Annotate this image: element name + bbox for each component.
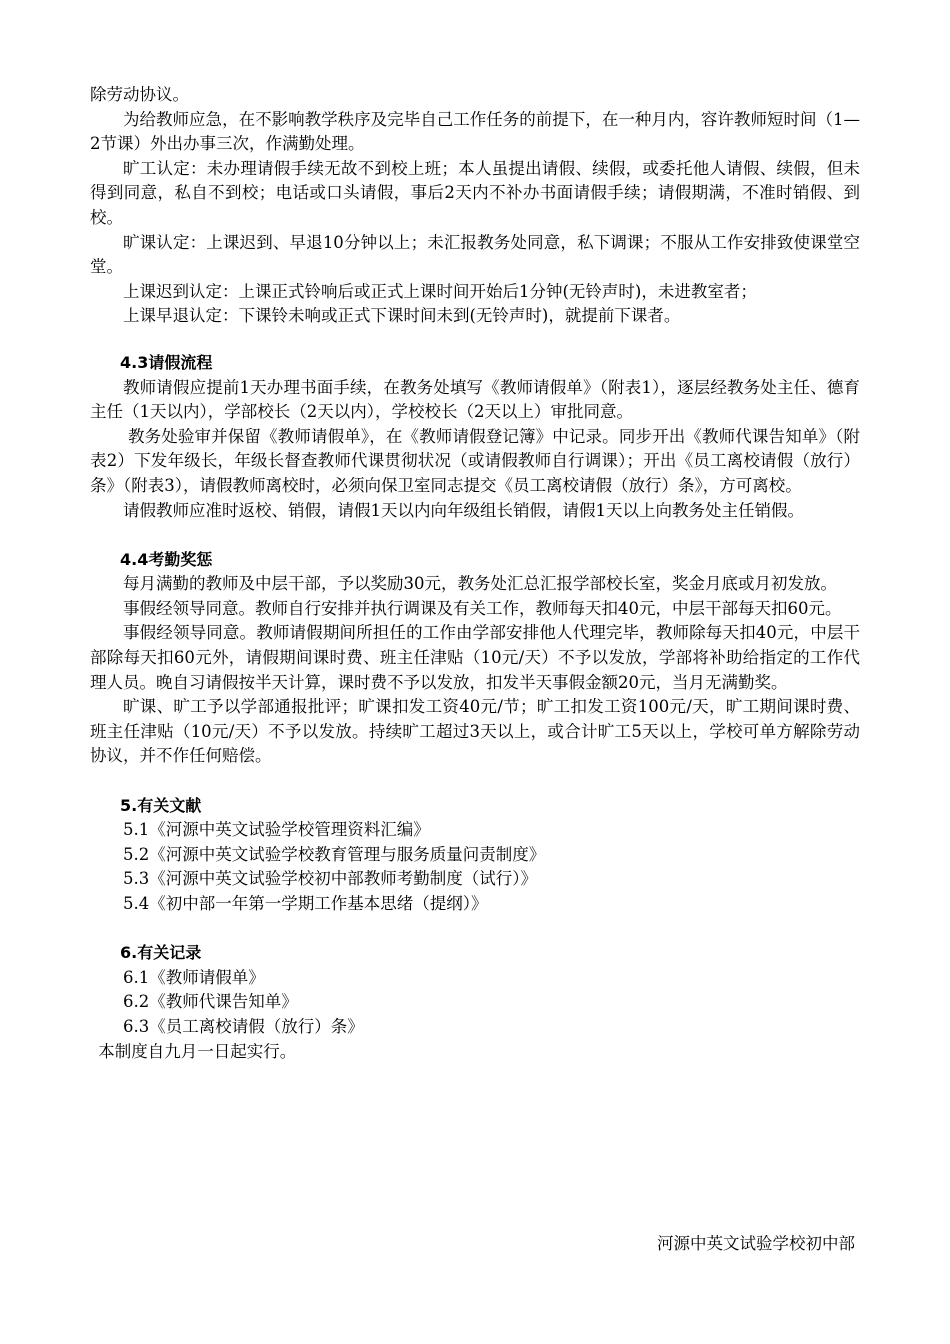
paragraph-class-absence-definition: 旷课认定：上课迟到、早退10分钟以上；未汇报教务处同意，私下调课；不服从工作安排致使课堂空堂。	[90, 232, 860, 277]
paragraph-absence-penalty: 旷课、旷工予以学部通报批评；旷课扣发工资40元/节；旷工扣发工资100元/天，旷工期间课时费、班主任津贴（10元/天）不予以发放。持续旷工超过3天以上，或合计旷工5天以上，学校可单方解除劳动协议，并不作任何赔偿。	[90, 697, 860, 766]
school-signature: 河源中英文试验学校初中部	[657, 1234, 855, 1253]
document-list-item: 5.2《河源中英文试验学校教育管理与服务质量问责制度》	[123, 844, 546, 864]
section-heading-leave-process: 4.3请假流程	[120, 352, 213, 372]
section-heading-related-records: 6.有关记录	[120, 943, 202, 963]
record-list-item: 6.3《员工离校请假（放行）条》	[123, 1016, 364, 1036]
paragraph-absence-definition: 旷工认定：未办理请假手续无故不到校上班；本人虽提出请假、续假，或委托他人请假、续假，但未得到同意，私自不到校；电话或口头请假，事后2天内不补办书面请假手续；请假期满，不准时销假、到校。	[90, 158, 860, 227]
document-list-item: 5.4《初中部一年第一学期工作基本思绪（提纲）》	[123, 894, 488, 913]
paragraph-emergency-leave: 为给教师应急，在不影响教学秩序及完毕自己工作任务的前提下，在一种月内，容许教师短时间（1—2节课）外出办事三次，作满勤处理。	[90, 109, 860, 154]
effective-date-note: 本制度自九月一日起实行。	[98, 1041, 297, 1061]
document-list-item: 5.3《河源中英文试验学校初中部教师考勤制度（试行）》	[123, 869, 537, 889]
paragraph-late-definition: 上课迟到认定：上课正式铃响后或正式上课时间开始后1分钟(无铃声时)，未进教室者；	[123, 281, 757, 301]
document-body	[90, 83, 860, 1064]
record-list-item: 6.1《教师请假单》	[123, 967, 265, 987]
section-heading-attendance-rewards: 4.4考勤奖惩	[120, 549, 213, 569]
paragraph-leave-substitute: 事假经领导同意。教师请假期间所担任的工作由学部安排他人代理完毕，教师除每天扣40元，中层干部除每天扣60元外，请假期间课时费、班主任津贴（10元/天）不予以发放，学部将补助给指定的工作代理人员。晚自习请假按半天计算，课时费不予以发放，扣发半天事假金额20元，当月无满勤奖。	[90, 623, 860, 692]
paragraph-leave-return: 请假教师应准时返校、销假，请假1天以内向年级组长销假，请假1天以上向教务处主任销假。	[123, 500, 804, 520]
paragraph-full-attendance-reward: 每月满勤的教师及中层干部，予以奖励30元，教务处汇总汇报学部校长室，奖金月底或月初发放。	[123, 574, 837, 594]
paragraph-leave-application: 教师请假应提前1天办理书面手续，在教务处填写《教师请假单》（附表1），逐层经教务处主任、德育主任（1天以内），学部校长（2天以内），学校校长（2天以上）审批同意。	[90, 377, 860, 422]
document-list-item: 5.1《河源中英文试验学校管理资料汇编》	[123, 820, 430, 840]
section-heading-related-documents: 5.有关文献	[120, 795, 202, 815]
record-list-item: 6.2《教师代课告知单》	[123, 992, 298, 1012]
paragraph-personal-leave-deduction: 事假经领导同意。教师自行安排并执行调课及有关工作，教师每天扣40元，中层干部每天扣60元。	[123, 598, 842, 618]
paragraph-early-leave-definition: 上课早退认定：下课铃未响或正式下课时间未到(无铃声时)，就提前下课者。	[123, 306, 681, 326]
paragraph-leave-records: 教务处验审并保留《教师请假单》，在《教师请假登记簿》中记录。同步开出《教师代课告知单》（附表2）下发年级长，年级长督查教师代课贯彻状况（或请假教师自行调课）；开出《员工离校请假（放行）条》（附表3），请假教师离校时，必须向保卫室同志提交《员工离校请假（放行）条》，方可离校。	[90, 426, 860, 495]
continued-line: 除劳动协议。	[90, 85, 189, 104]
